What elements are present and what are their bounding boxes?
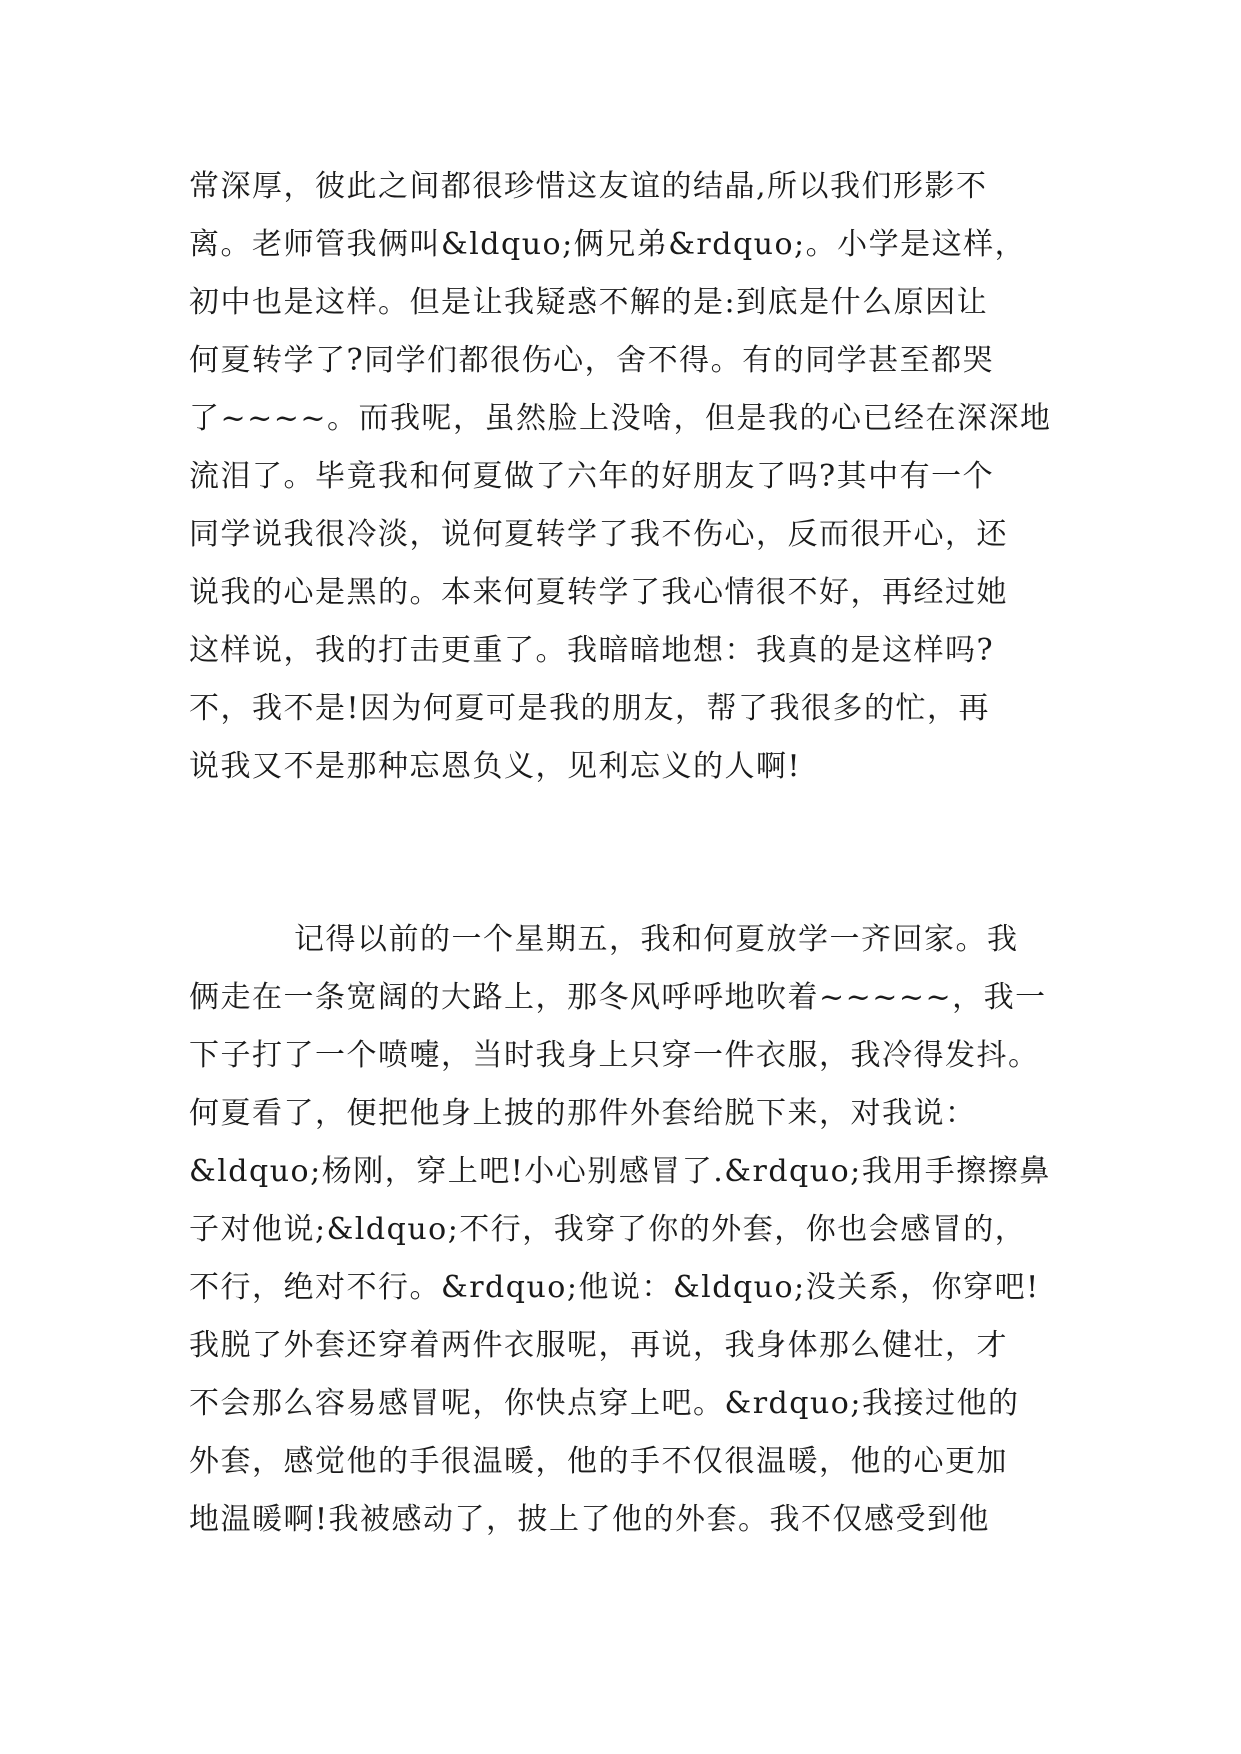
text-line: 何夏看了，便把他身上披的那件外套给脱下来，对我说： [189, 1096, 977, 1131]
text-line: 同学说我很冷淡，说何夏转学了我不伤心，反而很开心，还 [189, 517, 1008, 552]
text-line: 俩走在一条宽阔的大路上，那冬风呼呼地吹着~~~~~，我一 [189, 980, 1047, 1015]
text-line: 离。老师管我俩叫&ldquo;俩兄弟&rdquo;。小学是这样， [189, 227, 1027, 262]
text-line: 不行，绝对不行。&rdquo;他说：&ldquo;没关系，你穿吧! [189, 1270, 1040, 1305]
text-line-indented: 记得以前的一个星期五，我和何夏放学一齐回家。我 [294, 922, 1019, 957]
text-line: 不会那么容易感冒呢，你快点穿上吧。&rdquo;我接过他的 [189, 1386, 1020, 1421]
text-line: &ldquo;杨刚，穿上吧!小心别感冒了.&rdquo;我用手擦擦鼻 [189, 1154, 1051, 1189]
text-line: 常深厚，彼此之间都很珍惜这友谊的结晶,所以我们形影不 [189, 169, 988, 204]
text-line: 外套，感觉他的手很温暖，他的手不仅很温暖，他的心更加 [189, 1444, 1008, 1479]
paragraph-1 [189, 158, 1069, 796]
text-line: 下子打了一个喷嚏，当时我身上只穿一件衣服，我冷得发抖。 [189, 1038, 1040, 1073]
text-line: 何夏转学了?同学们都很伤心，舍不得。有的同学甚至都哭 [189, 343, 995, 378]
text-line: 说我又不是那种忘恩负义，见利忘义的人啊! [189, 749, 802, 784]
text-line: 不，我不是!因为何夏可是我的朋友，帮了我很多的忙，再 [189, 691, 991, 726]
text-line: 说我的心是黑的。本来何夏转学了我心情很不好，再经过她 [189, 575, 1008, 610]
text-line: 初中也是这样。但是让我疑惑不解的是:到底是什么原因让 [189, 285, 989, 320]
text-line: 我脱了外套还穿着两件衣服呢，再说，我身体那么健壮，才 [189, 1328, 1008, 1363]
paragraph-2 [189, 911, 1069, 1549]
text-line: 了~~~~。而我呢，虽然脸上没啥，但是我的心已经在深深地 [189, 401, 1052, 436]
text-line: 流泪了。毕竟我和何夏做了六年的好朋友了吗?其中有一个 [189, 459, 995, 494]
text-line: 这样说，我的打击更重了。我暗暗地想：我真的是这样吗? [189, 633, 995, 668]
text-line: 地温暖啊!我被感动了，披上了他的外套。我不仅感受到他 [189, 1502, 991, 1537]
text-line: 子对他说;&ldquo;不行，我穿了你的外套，你也会感冒的， [189, 1212, 1027, 1247]
